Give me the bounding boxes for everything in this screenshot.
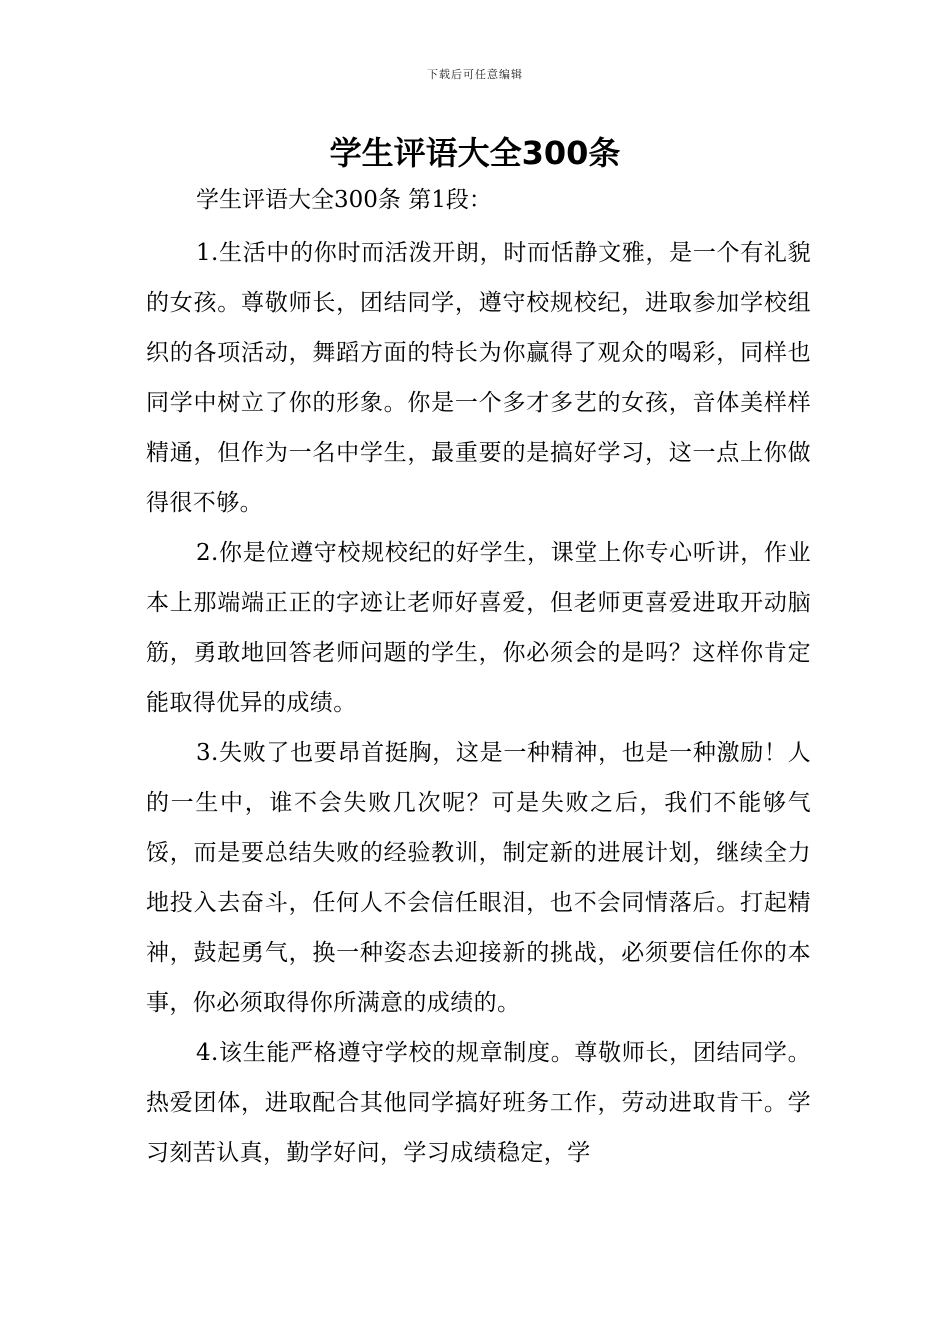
section-heading: 学生评语大全300条 第1段： xyxy=(196,187,492,213)
header-note: 下载后可任意编辑 xyxy=(427,68,523,81)
paragraph-4: 4.该生能严格遵守学校的规章制度。尊敬师长，团结同学。热爱团体，进取配合其他同学搞好班务工作，劳动进取肯干。学习刻苦认真，勤学好问，学习成绩稳定，学 xyxy=(146,1040,811,1166)
paragraph-1: 1.生活中的你时而活泼开朗，时而恬静文雅，是一个有礼貌的女孩。尊敬师长，团结同学，遵守校规校纪，进取参加学校组织的各项活动，舞蹈方面的特长为你赢得了观众的喝彩，同样也同学中树立了你的形象。你是一个多才多艺的女孩，音体美样样精通，但作为一名中学生，最重要的是搞好学习，这一点上你做得很不够。 xyxy=(146,240,811,516)
paragraph-3: 3.失败了也要昂首挺胸，这是一种精神，也是一种激励！人的一生中，谁不会失败几次呢？可是失败之后，我们不能够气馁，而是要总结失败的经验教训，制定新的进展计划，继续全力地投入去奋斗，任何人不会信任眼泪，也不会同情落后。打起精神，鼓起勇气，换一种姿态去迎接新的挑战，必须要信任你的本事，你必须取得你所满意的成绩的。 xyxy=(146,740,811,1016)
document-body xyxy=(146,228,811,1178)
paragraph-2: 2.你是位遵守校规校纪的好学生，课堂上你专心听讲，作业本上那端端正正的字迹让老师好喜爱，但老师更喜爱进取开动脑筋，勇敢地回答老师问题的学生，你必须会的是吗？这样你肯定能取得优异的成绩。 xyxy=(146,540,811,716)
document-title: 学生评语大全300条 xyxy=(329,134,621,172)
